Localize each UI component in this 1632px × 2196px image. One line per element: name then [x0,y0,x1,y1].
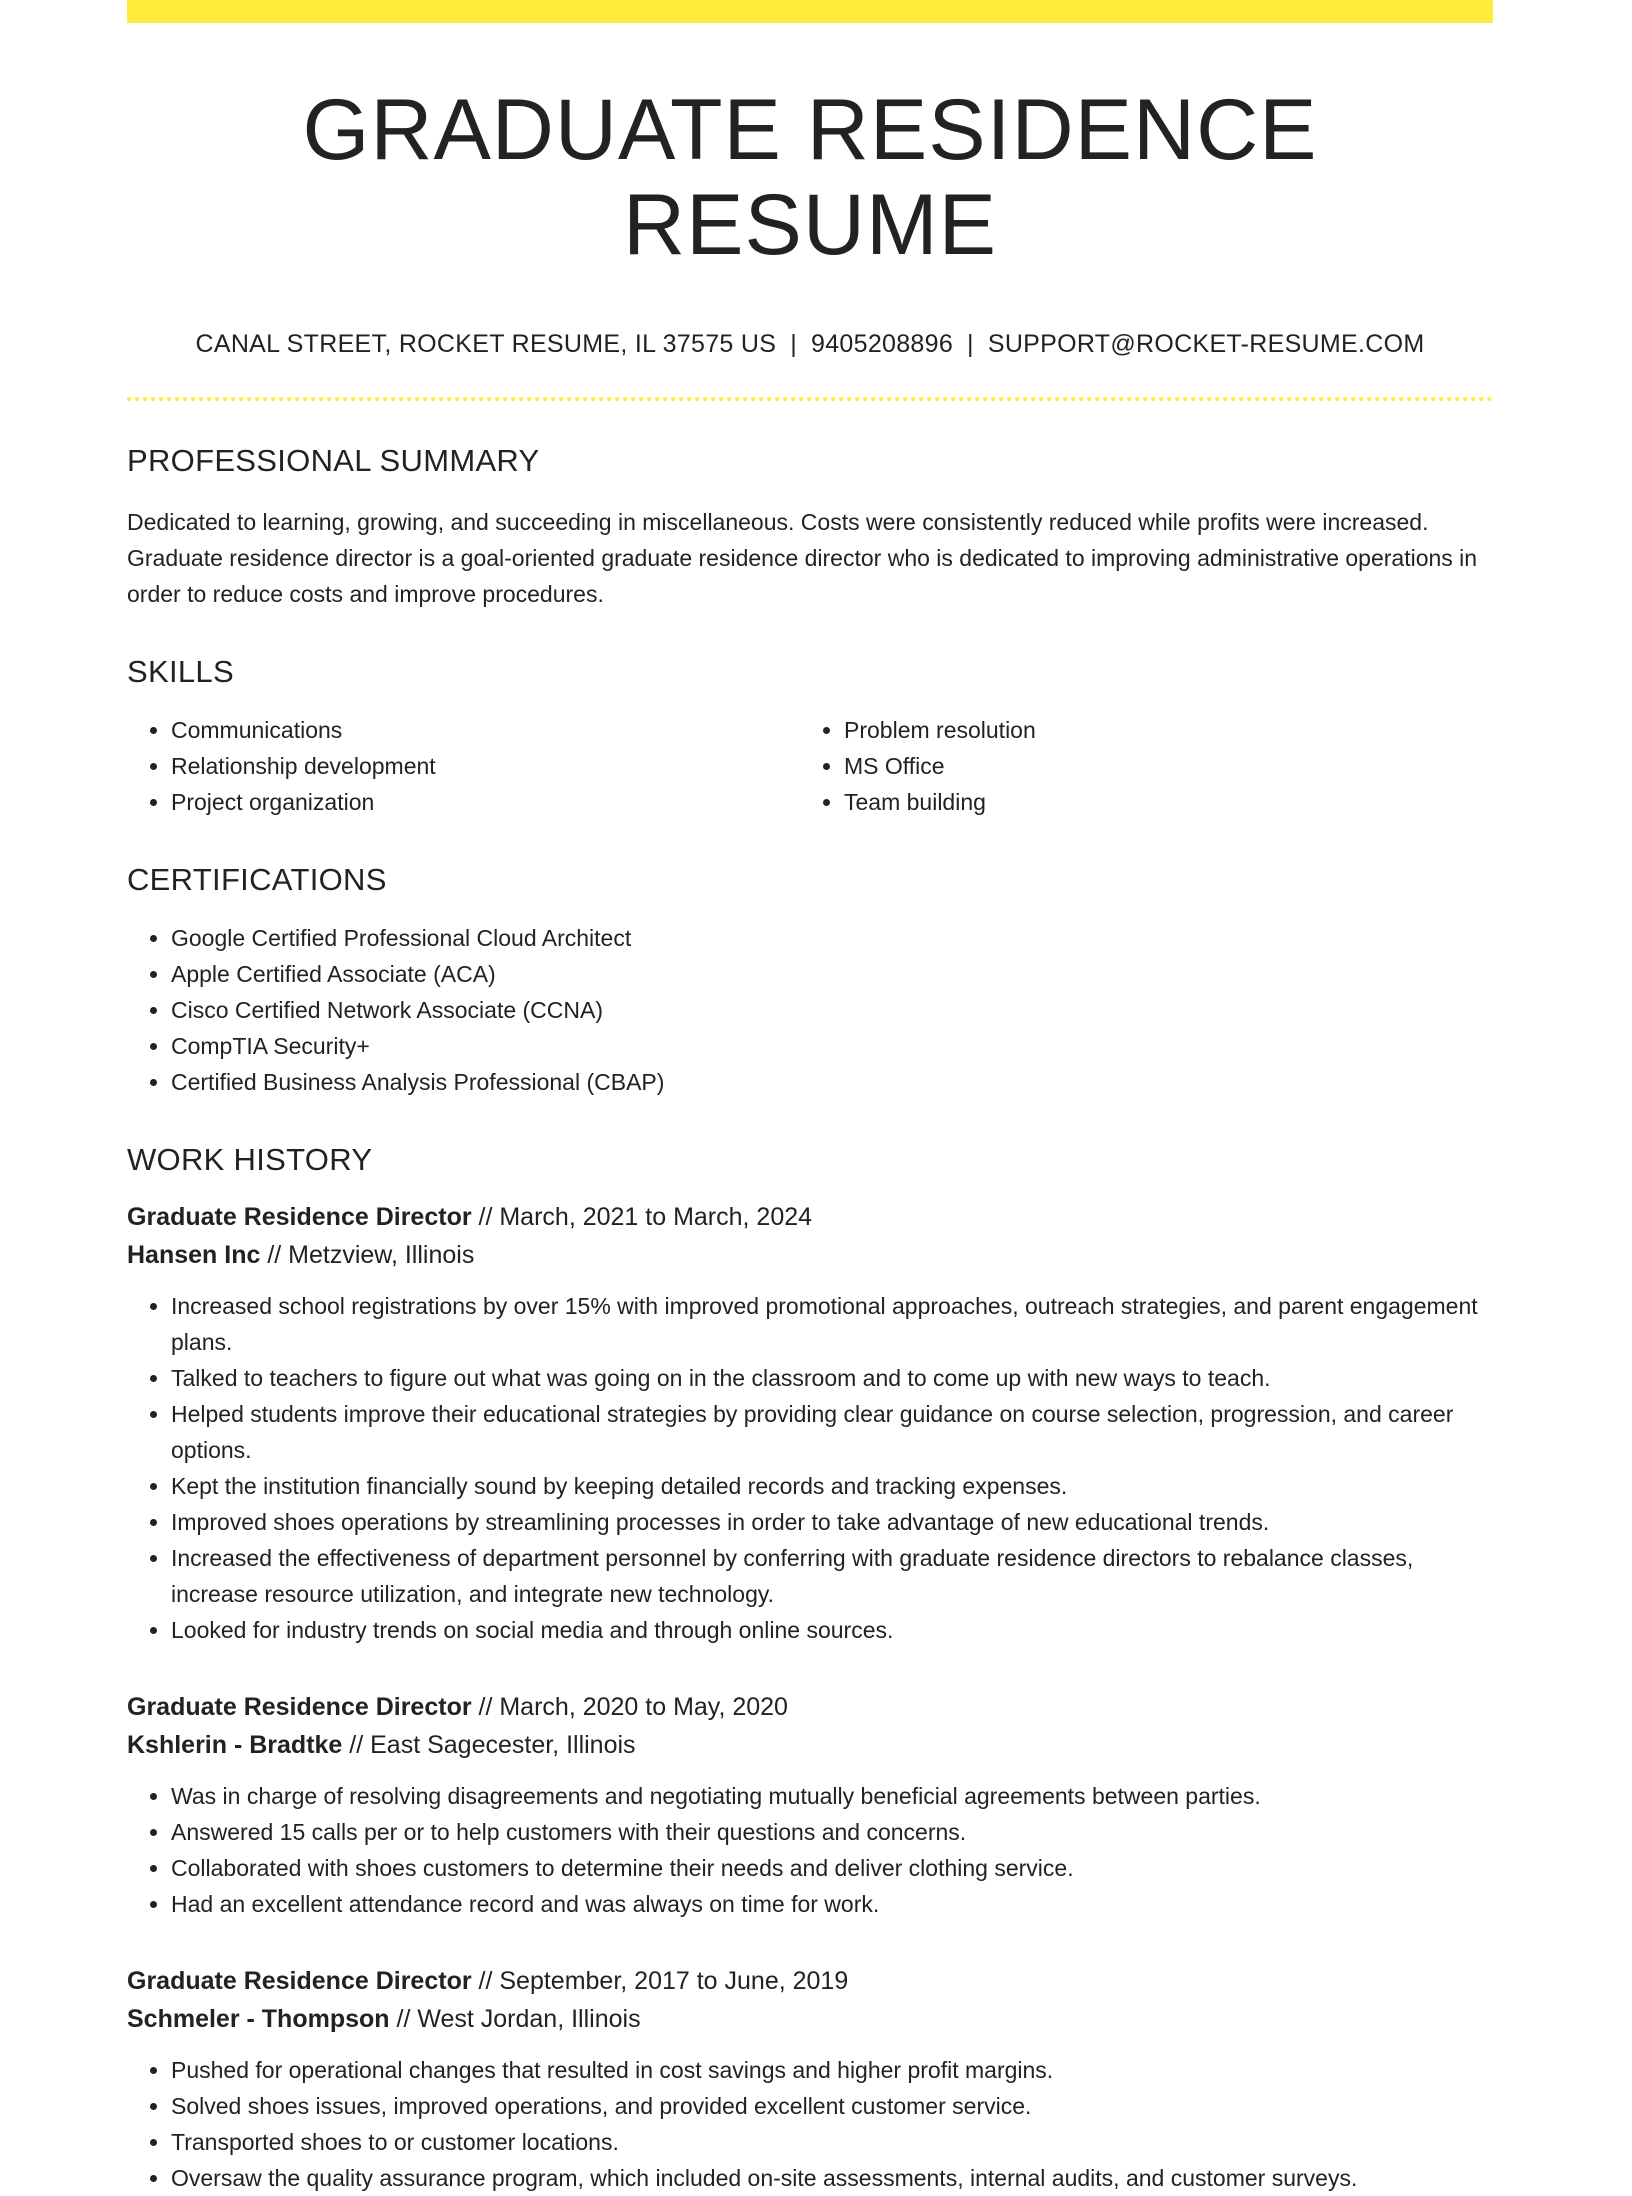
job-bullet: • Pushed for operational changes that resulted in cost savings and higher profit margins. [171,2052,1493,2088]
job-dates: // March, 2021 to March, 2024 [471,1203,813,1232]
contact-email: SUPPORT@ROCKET-RESUME.COM [987,330,1425,359]
job-bullet: • Transported shoes to or customer locations. [171,2124,1493,2160]
certification-item: • Apple Certified Associate (ACA) [171,956,1493,992]
skills-list-left [127,712,800,820]
job-bullet: • Helped students improve their educational strategies by providing clear guidance on course selection, progression, and career options. [171,1396,1493,1468]
skill-item: • MS Office [844,748,1473,784]
job-dates: // September, 2017 to June, 2019 [471,1967,849,1996]
work-history-heading: WORK HISTORY [127,1142,373,1178]
certification-item: • CompTIA Security+ [171,1028,1493,1064]
job-bullets [127,1288,1493,1648]
contact-separator: | [967,330,974,359]
job-bullet: • Increased the effectiveness of department personnel by conferring with graduate residence directors to rebalance classes, increase resource utilization, and integrate new technology. [171,1540,1493,1612]
contact-line [127,330,1493,359]
job-location: // East Sagecester, Illinois [342,1731,636,1760]
job-bullets [127,1778,1493,1922]
job-company-line [127,1236,1493,1274]
job-bullet: • Oversaw the quality assurance program, which included on-site assessments, internal audits, and customer surveys. [171,2160,1493,2196]
certifications-list [127,920,1493,1100]
job-entry [127,1962,1493,2196]
skill-item: • Communications [171,712,800,748]
job-bullet: • Looked for industry trends on social media and through online sources. [171,1612,1493,1648]
certifications-heading: CERTIFICATIONS [127,862,387,898]
resume-page [127,0,1493,2196]
job-bullet: • Increased school registrations by over 15% with improved promotional approaches, outreach strategies, and parent engagement plans. [171,1288,1493,1360]
job-company: Hansen Inc [127,1241,261,1270]
job-bullet: • Kept the institution financially sound by keeping detailed records and tracking expenses. [171,1468,1493,1504]
skills-heading: SKILLS [127,654,234,690]
summary-heading: PROFESSIONAL SUMMARY [127,443,540,479]
certification-item: • Google Certified Professional Cloud Architect [171,920,1493,956]
contact-separator: | [790,330,797,359]
certification-item: • Cisco Certified Network Associate (CCNA) [171,992,1493,1028]
job-bullets [127,2052,1493,2196]
job-dates: // March, 2020 to May, 2020 [471,1693,788,1722]
certification-item: • Certified Business Analysis Professional (CBAP) [171,1064,1493,1100]
skill-item: • Relationship development [171,748,800,784]
job-bullet: • Had an excellent attendance record and was always on time for work. [171,1886,1493,1922]
dotted-divider [127,397,1493,401]
job-title: Graduate Residence Director [127,1967,472,1996]
job-company: Schmeler - Thompson [127,2005,390,2034]
skill-item: • Team building [844,784,1473,820]
job-entry [127,1688,1493,1922]
resume-title: GRADUATE RESIDENCE RESUME [302,82,1318,273]
skills-grid [127,712,1493,820]
job-title: Graduate Residence Director [127,1693,472,1722]
summary-text: Dedicated to learning, growing, and succeeding in miscellaneous. Costs were consistently reduced while profits were increased. Graduate residence director is a goal-oriented graduate residence director who is dedicated to improving administrative operations in order to reduce costs and improve procedures. [127,509,1478,608]
job-location: // Metzview, Illinois [260,1241,475,1270]
contact-address: CANAL STREET, ROCKET RESUME, IL 37575 US [195,330,777,359]
job-bullet: • Solved shoes issues, improved operations, and provided excellent customer service. [171,2088,1493,2124]
job-title-line [127,1962,1493,2000]
job-title: Graduate Residence Director [127,1203,472,1232]
job-company-line [127,1726,1493,1764]
job-bullet: • Talked to teachers to figure out what was going on in the classroom and to come up with new ways to teach. [171,1360,1493,1396]
job-entry [127,1198,1493,1648]
contact-phone: 9405208896 [811,330,954,359]
job-bullet: • Was in charge of resolving disagreements and negotiating mutually beneficial agreements between parties. [171,1778,1493,1814]
job-bullet: • Collaborated with shoes customers to determine their needs and deliver clothing service. [171,1850,1493,1886]
skill-item: • Problem resolution [844,712,1473,748]
job-bullet: • Answered 15 calls per or to help customers with their questions and concerns. [171,1814,1493,1850]
job-title-line [127,1198,1493,1236]
job-location: // West Jordan, Illinois [389,2005,641,2034]
job-company-line [127,2000,1493,2038]
accent-top-bar [127,0,1493,23]
job-bullet: • Improved shoes operations by streamlining processes in order to take advantage of new educational trends. [171,1504,1493,1540]
job-company: Kshlerin - Bradtke [127,1731,343,1760]
job-title-line [127,1688,1493,1726]
skill-item: • Project organization [171,784,800,820]
skills-list-right [800,712,1473,820]
